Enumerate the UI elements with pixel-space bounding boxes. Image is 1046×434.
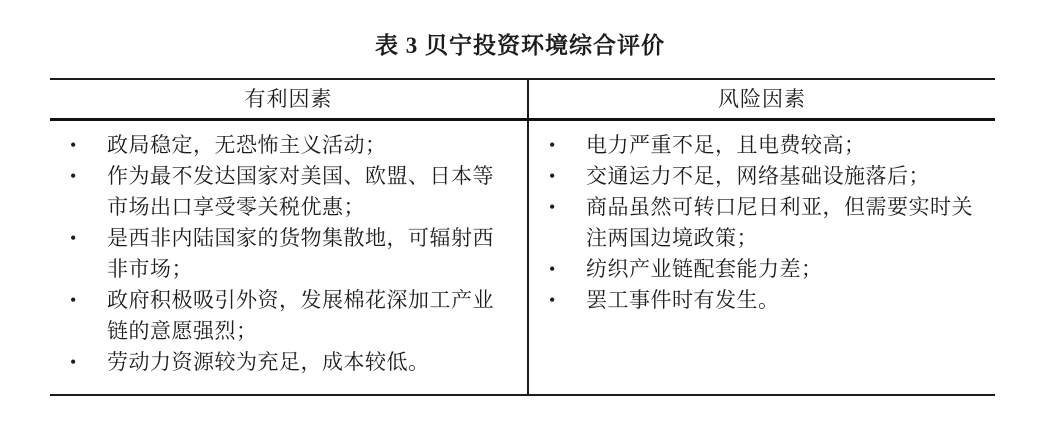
- list-item: [529, 192, 995, 254]
- column-header-risk-factors: 风险因素: [527, 80, 995, 121]
- list-item: [529, 161, 995, 192]
- factor-text: 劳动力资源较为充足，成本较低。: [107, 350, 430, 374]
- bullet-icon: •: [549, 290, 556, 310]
- bullet-icon: •: [70, 352, 77, 372]
- bullet-icon: •: [549, 166, 556, 186]
- factor-text: 罢工事件时有发生。: [586, 288, 780, 312]
- list-item: [50, 347, 527, 378]
- bullet-icon: •: [70, 135, 77, 155]
- list-item: [50, 223, 527, 285]
- bullet-icon: •: [70, 166, 77, 186]
- table-caption: 表 3 贝宁投资环境综合评价: [375, 33, 665, 58]
- bullet-icon: •: [549, 135, 556, 155]
- factor-text: 商品虽然可转口尼日利亚，但需要实时关注两国边境政策；: [586, 195, 973, 250]
- bullet-icon: •: [549, 259, 556, 279]
- favorable-factors-list: [50, 130, 527, 378]
- list-item: [50, 130, 527, 161]
- list-item: [50, 285, 527, 347]
- bullet-icon: •: [70, 228, 77, 248]
- column-header-favorable-factors: 有利因素: [50, 80, 527, 121]
- factor-text: 纺织产业链配套能力差；: [586, 257, 823, 281]
- favorable-factors-cell: [50, 121, 527, 394]
- risk-factors-list: [529, 130, 995, 316]
- factor-text: 电力严重不足，且电费较高；: [586, 133, 866, 157]
- list-item: [50, 161, 527, 223]
- list-item: [529, 285, 995, 316]
- factor-text: 作为最不发达国家对美国、欧盟、日本等市场出口享受零关税优惠；: [107, 164, 494, 219]
- factor-text: 政府积极吸引外资，发展棉花深加工产业链的意愿强烈；: [107, 288, 494, 343]
- evaluation-table: [50, 78, 995, 396]
- bullet-icon: •: [70, 290, 77, 310]
- factor-text: 政局稳定，无恐怖主义活动；: [107, 133, 387, 157]
- list-item: [529, 254, 995, 285]
- factor-text: 是西非内陆国家的货物集散地，可辐射西非市场；: [107, 226, 494, 281]
- list-item: [529, 130, 995, 161]
- factor-text: 交通运力不足，网络基础设施落后；: [586, 164, 930, 188]
- risk-factors-cell: [527, 121, 995, 394]
- bullet-icon: •: [549, 197, 556, 217]
